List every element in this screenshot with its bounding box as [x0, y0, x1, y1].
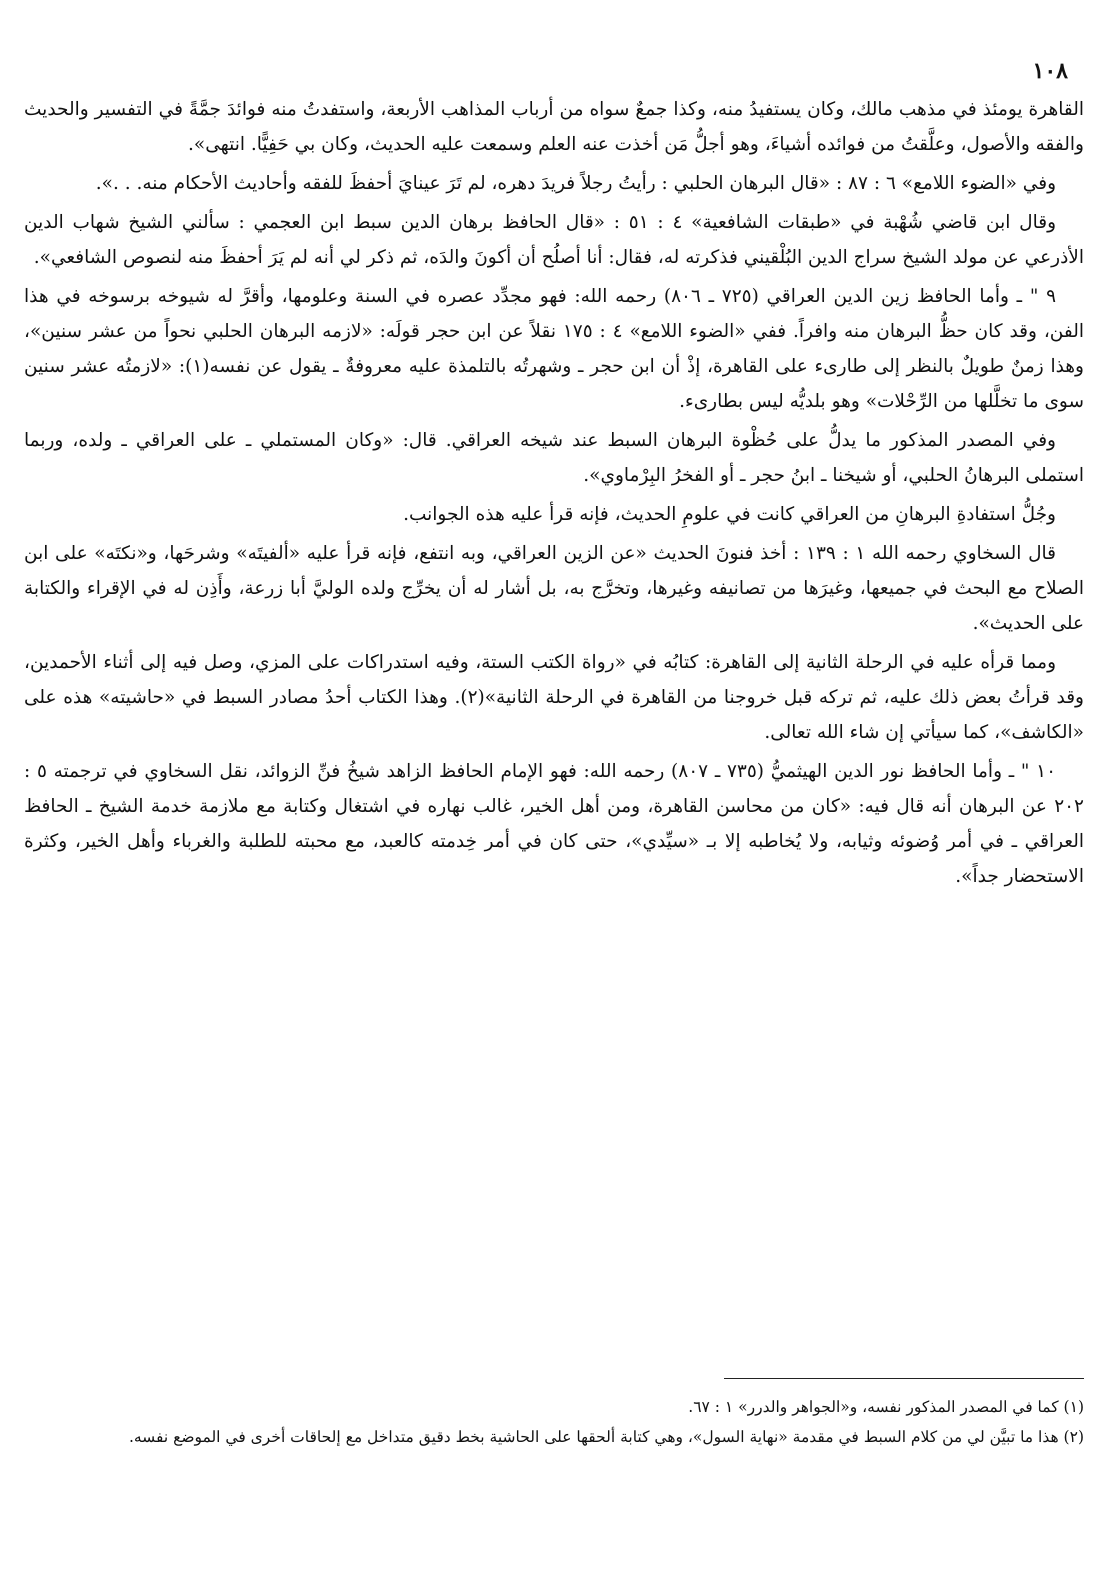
paragraph-9: ١٠ " ـ وأما الحافظ نور الدين الهيثميُّ (٧٣٥ ـ ٨٠٧) رحمه الله: فهو الإمام الحافظ الزاهد شيخُ فنِّ الزوائد، نقل السخاوي في ترجمته ٥ : ٢٠٢ عن البرهان أنه قال فيه: «كان من محاسن القاهرة، ومن أهل الخير، غالب نهاره في اشتغال وكتابة مع ملازمة خدمة الشيخ ـ الحافظ العراقي ـ في أمر وُضوئه وثيابه، ولا يُخاطبه إلا بـ «سيِّدي»، حتى كان في أمر خِدمته كالعبد، مع محبته للطلبة والغرباء وأهل الخير، وكثرة الاستحضار جداً».: [24, 761, 1084, 887]
footnote-1: (١) كما في المصدر المذكور نفسه، و«الجواهر والدرر» ١ : ٦٧.: [688, 1398, 1084, 1416]
paragraph-5: وفي المصدر المذكور ما يدلُّ على حُظْوة البرهان السبط عند شيخه العراقي. قال: «وكان المستملي ـ على العراقي ـ ولده، وربما استملى البرهانُ الحلبي، أو شيخنا ـ ابنُ حجر ـ أو الفخرُ البِرْماوي».: [24, 430, 1084, 486]
footnote-separator: [724, 1378, 1084, 1379]
paragraph-7: قال السخاوي رحمه الله ١ : ١٣٩ : أخذ فنونَ الحديث «عن الزين العراقي، وبه انتفع، فإنه قرأ عليه «ألفيتَه» وشرحَها، و«نكتَه» على ابن الصلاح مع البحث في جميعها، وغيرَها من تصانيفه وغيرها، وتخرَّج به، بل أشار له أن يخرِّج ولده الوليَّ أبا زرعة، وأَذِن له في الإقراء والكتابة على الحديث».: [24, 543, 1084, 634]
paragraph-2: وفي «الضوء اللامع» ٦ : ٨٧ : «قال البرهان الحلبي : رأيتُ رجلاً فريدَ دهره، لم تَرَ عينايَ أحفظَ للفقه وأحاديث الأحكام منه. . .».: [95, 173, 1056, 194]
body-text: [24, 92, 1084, 898]
footnote-2: (٢) هذا ما تبيَّن لي من كلام السبط في مقدمة «نهاية السول»، وهي كتابة ألحقها على الحاشية بخط دقيق متداخل مع إلحاقات أخرى في الموضع نفسه.: [128, 1428, 1084, 1446]
paragraph-8: ومما قرأه عليه في الرحلة الثانية إلى القاهرة: كتابُه في «رواة الكتب الستة، وفيه استدراكات على المزي، وصل فيه إلى أثناء الأحمدين، وقد قرأتُ بعض ذلك عليه، ثم تركه قبل خروجنا من القاهرة في الرحلة الثانية»(٢). وهذا الكتاب أحدُ مصادر السبط في «حاشيته» هذه على «الكاشف»، كما سيأتي إن شاء الله تعالى.: [24, 652, 1084, 743]
paragraph-1: القاهرة يومئذ في مذهب مالك، وكان يستفيدُ منه، وكذا جمعٌ سواه من أرباب المذاهب الأربعة، واستفدتُ منه فوائدَ جمَّةً في التفسير والحديث والفقه والأصول، وعلَّقتُ من فوائده أشياءَ، وهو أجلُّ مَن أخذت عنه العلم وسمعت عليه الحديث، وكان بي حَفِيًّا. انتهى».: [24, 99, 1084, 155]
footnotes: [24, 1392, 1084, 1452]
page-number: ١٠٨: [1032, 58, 1068, 84]
paragraph-3: وقال ابن قاضي شُهْبة في «طبقات الشافعية» ٤ : ٥١ : «قال الحافظ برهان الدين سبط ابن العجمي : سألني الشيخ شهاب الدين الأذرعي عن مولد الشيخ سراج الدين البُلْقيني فذكرته له، فقال: أنا أصلُح أن أكونَ والدَه، ثم ذكر لي أنه لم يَرَ أحفظَ منه لنصوص الشافعي».: [24, 212, 1084, 268]
paragraph-4: ٩ " ـ وأما الحافظ زين الدين العراقي (٧٢٥ ـ ٨٠٦) رحمه الله: فهو مجدِّد عصره في السنة وعلومها، وأقرَّ له شيوخه برسوخه في هذا الفن، وقد كان حظُّ البرهان منه وافراً. ففي «الضوء اللامع» ٤ : ١٧٥ نقلاً عن ابن حجر قولَه: «لازمه البرهان الحلبي نحواً من عشر سنين»، وهذا زمنٌ طويلٌ بالنظر إلى طارىء على القاهرة، إذْ أن ابن حجر ـ وشهرتُه بالتلمذة عليه معروفةٌ ـ يقول عن نفسه(١): «لازمتُه عشر سنين سوى ما تخلَّلها من الرِّحْلات» وهو بلديُّه ليس بطارىء.: [24, 286, 1085, 412]
paragraph-6: وجُلُّ استفادةِ البرهانِ من العراقي كانت في علومِ الحديث، فإنه قرأ عليه هذه الجوانب.: [403, 504, 1056, 525]
